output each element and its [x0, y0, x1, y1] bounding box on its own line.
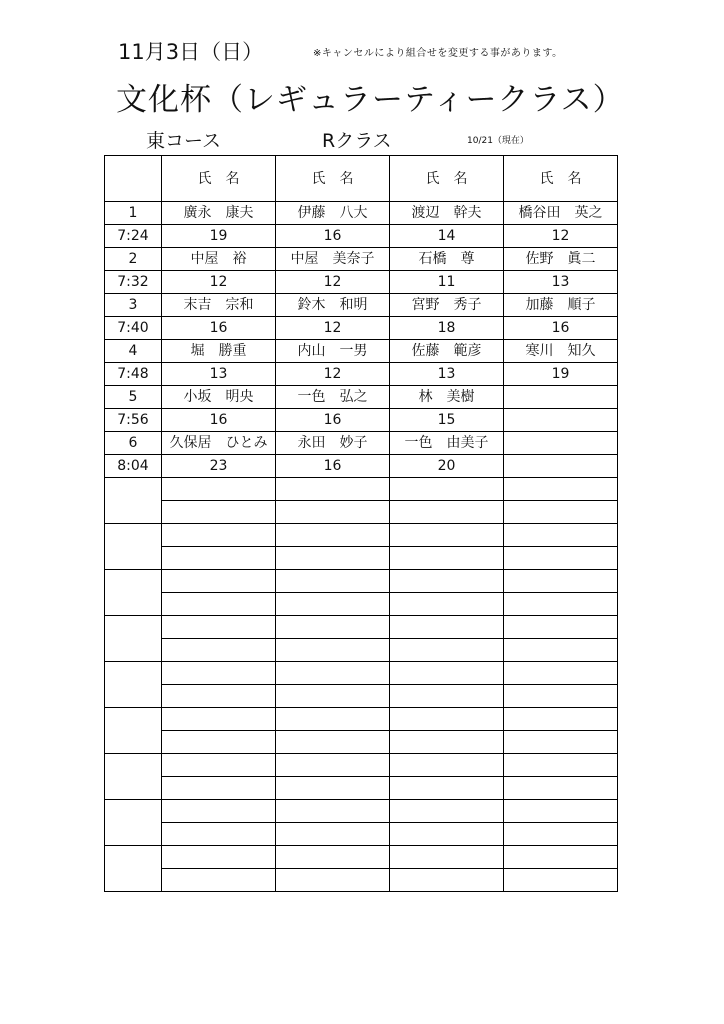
- empty-group-row: [105, 731, 618, 754]
- empty-cell: [162, 823, 276, 846]
- empty-group-row: [105, 685, 618, 708]
- empty-group-cell: [105, 662, 162, 708]
- player-name: 中屋 裕: [162, 248, 276, 271]
- empty-cell: [504, 754, 618, 777]
- empty-cell: [390, 478, 504, 501]
- group-name-row: [105, 432, 618, 455]
- empty-cell: [504, 777, 618, 800]
- header-blank-cell: [105, 156, 162, 202]
- empty-cell: [390, 570, 504, 593]
- player-name: 末吉 宗和: [162, 294, 276, 317]
- empty-cell: [504, 869, 618, 892]
- empty-group-row: [105, 800, 618, 823]
- group-name-row: [105, 294, 618, 317]
- group-name-row: [105, 202, 618, 225]
- player-name: 橋谷田 英之: [504, 202, 618, 225]
- empty-cell: [504, 547, 618, 570]
- empty-cell: [162, 777, 276, 800]
- empty-cell: [504, 570, 618, 593]
- empty-cell: [390, 823, 504, 846]
- player-handicap: 16: [162, 317, 276, 340]
- empty-cell: [504, 708, 618, 731]
- player-name: 小坂 明央: [162, 386, 276, 409]
- empty-cell: [504, 501, 618, 524]
- empty-group-row: [105, 593, 618, 616]
- column-header: 氏 名: [276, 156, 390, 202]
- empty-cell: [276, 524, 390, 547]
- empty-cell: [276, 685, 390, 708]
- empty-group-cell: [105, 616, 162, 662]
- player-handicap: 16: [162, 409, 276, 432]
- player-name: 佐野 眞二: [504, 248, 618, 271]
- empty-cell: [276, 708, 390, 731]
- player-handicap: 23: [162, 455, 276, 478]
- tee-time: 7:48: [105, 363, 162, 386]
- player-handicap: 11: [390, 271, 504, 294]
- empty-group-row: [105, 524, 618, 547]
- empty-group-cell: [105, 846, 162, 892]
- group-hdcp-row: [105, 363, 618, 386]
- empty-group-row: [105, 570, 618, 593]
- empty-cell: [504, 524, 618, 547]
- empty-group-row: [105, 501, 618, 524]
- player-handicap: [504, 409, 618, 432]
- empty-cell: [504, 593, 618, 616]
- empty-cell: [276, 777, 390, 800]
- empty-cell: [276, 846, 390, 869]
- player-name: 中屋 美奈子: [276, 248, 390, 271]
- empty-cell: [276, 869, 390, 892]
- player-name: 佐藤 範彦: [390, 340, 504, 363]
- empty-cell: [162, 639, 276, 662]
- player-name: 寒川 知久: [504, 340, 618, 363]
- empty-cell: [504, 823, 618, 846]
- player-handicap: 13: [162, 363, 276, 386]
- group-number: 3: [105, 294, 162, 317]
- group-name-row: [105, 248, 618, 271]
- tee-time: 8:04: [105, 455, 162, 478]
- empty-cell: [390, 754, 504, 777]
- empty-cell: [276, 616, 390, 639]
- empty-group-row: [105, 869, 618, 892]
- column-header: 氏 名: [390, 156, 504, 202]
- empty-group-cell: [105, 708, 162, 754]
- event-date: 11月3日（日）: [118, 40, 264, 64]
- as-of-date: 10/21（現在）: [467, 136, 529, 146]
- player-name: [504, 432, 618, 455]
- pairing-table: [104, 155, 618, 892]
- player-handicap: 16: [276, 409, 390, 432]
- empty-cell: [390, 846, 504, 869]
- player-name: 久保居 ひとみ: [162, 432, 276, 455]
- header-row: [105, 156, 618, 202]
- column-header: 氏 名: [162, 156, 276, 202]
- empty-cell: [390, 731, 504, 754]
- course-name: 東コース: [146, 130, 222, 152]
- group-number: 6: [105, 432, 162, 455]
- player-name: 堀 勝重: [162, 340, 276, 363]
- player-handicap: 18: [390, 317, 504, 340]
- player-handicap: 20: [390, 455, 504, 478]
- empty-group-row: [105, 708, 618, 731]
- group-hdcp-row: [105, 225, 618, 248]
- group-hdcp-row: [105, 409, 618, 432]
- player-name: 一色 弘之: [276, 386, 390, 409]
- empty-cell: [390, 662, 504, 685]
- player-handicap: 12: [276, 317, 390, 340]
- empty-cell: [276, 547, 390, 570]
- empty-cell: [390, 685, 504, 708]
- empty-cell: [276, 501, 390, 524]
- empty-group-row: [105, 754, 618, 777]
- empty-cell: [276, 478, 390, 501]
- empty-cell: [276, 662, 390, 685]
- empty-cell: [162, 731, 276, 754]
- player-handicap: [504, 455, 618, 478]
- empty-cell: [390, 869, 504, 892]
- group-hdcp-row: [105, 271, 618, 294]
- empty-cell: [162, 754, 276, 777]
- player-handicap: 16: [276, 225, 390, 248]
- player-handicap: 14: [390, 225, 504, 248]
- empty-group-row: [105, 662, 618, 685]
- empty-group-cell: [105, 754, 162, 800]
- empty-cell: [162, 478, 276, 501]
- group-hdcp-row: [105, 455, 618, 478]
- empty-group-row: [105, 616, 618, 639]
- player-name: 渡辺 幹夫: [390, 202, 504, 225]
- group-name-row: [105, 386, 618, 409]
- empty-cell: [276, 570, 390, 593]
- player-name: 廣永 康夫: [162, 202, 276, 225]
- empty-cell: [504, 800, 618, 823]
- empty-cell: [162, 547, 276, 570]
- empty-cell: [390, 616, 504, 639]
- empty-cell: [276, 639, 390, 662]
- empty-cell: [162, 846, 276, 869]
- player-name: 加藤 順子: [504, 294, 618, 317]
- empty-cell: [504, 616, 618, 639]
- player-name: [504, 386, 618, 409]
- empty-cell: [276, 593, 390, 616]
- empty-cell: [390, 639, 504, 662]
- empty-cell: [504, 731, 618, 754]
- player-name: 鈴木 和明: [276, 294, 390, 317]
- class-name: Rクラス: [322, 130, 392, 152]
- cancellation-note: ※キャンセルにより組合せを変更する事があります。: [313, 48, 563, 59]
- group-number: 2: [105, 248, 162, 271]
- group-number: 5: [105, 386, 162, 409]
- empty-cell: [390, 777, 504, 800]
- empty-cell: [162, 869, 276, 892]
- empty-cell: [162, 593, 276, 616]
- player-name: 内山 一男: [276, 340, 390, 363]
- group-name-row: [105, 340, 618, 363]
- player-handicap: 19: [162, 225, 276, 248]
- empty-cell: [162, 708, 276, 731]
- group-number: 1: [105, 202, 162, 225]
- tournament-title: 文化杯（レギュラーティークラス）: [116, 82, 625, 118]
- empty-group-cell: [105, 800, 162, 846]
- empty-cell: [390, 800, 504, 823]
- tee-time: 7:40: [105, 317, 162, 340]
- tee-time: 7:56: [105, 409, 162, 432]
- empty-cell: [504, 846, 618, 869]
- empty-cell: [276, 800, 390, 823]
- empty-cell: [504, 685, 618, 708]
- empty-cell: [504, 639, 618, 662]
- player-name: 一色 由美子: [390, 432, 504, 455]
- empty-cell: [276, 823, 390, 846]
- empty-cell: [162, 800, 276, 823]
- empty-cell: [504, 478, 618, 501]
- group-hdcp-row: [105, 317, 618, 340]
- player-handicap: 15: [390, 409, 504, 432]
- empty-cell: [504, 662, 618, 685]
- empty-cell: [162, 662, 276, 685]
- empty-cell: [390, 708, 504, 731]
- player-handicap: 19: [504, 363, 618, 386]
- group-number: 4: [105, 340, 162, 363]
- empty-cell: [162, 685, 276, 708]
- tee-time: 7:24: [105, 225, 162, 248]
- empty-cell: [276, 754, 390, 777]
- empty-group-row: [105, 547, 618, 570]
- player-handicap: 12: [276, 271, 390, 294]
- empty-group-row: [105, 777, 618, 800]
- empty-cell: [276, 731, 390, 754]
- empty-group-row: [105, 823, 618, 846]
- player-name: 石橋 尊: [390, 248, 504, 271]
- empty-group-row: [105, 846, 618, 869]
- empty-group-row: [105, 639, 618, 662]
- empty-cell: [162, 501, 276, 524]
- player-handicap: 16: [276, 455, 390, 478]
- empty-cell: [162, 524, 276, 547]
- column-header: 氏 名: [504, 156, 618, 202]
- empty-cell: [390, 547, 504, 570]
- empty-group-cell: [105, 478, 162, 524]
- player-handicap: 12: [504, 225, 618, 248]
- player-name: 永田 妙子: [276, 432, 390, 455]
- player-name: 伊藤 八大: [276, 202, 390, 225]
- empty-group-row: [105, 478, 618, 501]
- empty-group-cell: [105, 570, 162, 616]
- player-handicap: 16: [504, 317, 618, 340]
- empty-group-cell: [105, 524, 162, 570]
- player-handicap: 13: [504, 271, 618, 294]
- empty-cell: [162, 616, 276, 639]
- player-name: 林 美樹: [390, 386, 504, 409]
- empty-cell: [390, 593, 504, 616]
- player-handicap: 12: [162, 271, 276, 294]
- empty-cell: [162, 570, 276, 593]
- player-handicap: 12: [276, 363, 390, 386]
- player-handicap: 13: [390, 363, 504, 386]
- empty-cell: [390, 501, 504, 524]
- player-name: 宮野 秀子: [390, 294, 504, 317]
- empty-cell: [390, 524, 504, 547]
- tee-time: 7:32: [105, 271, 162, 294]
